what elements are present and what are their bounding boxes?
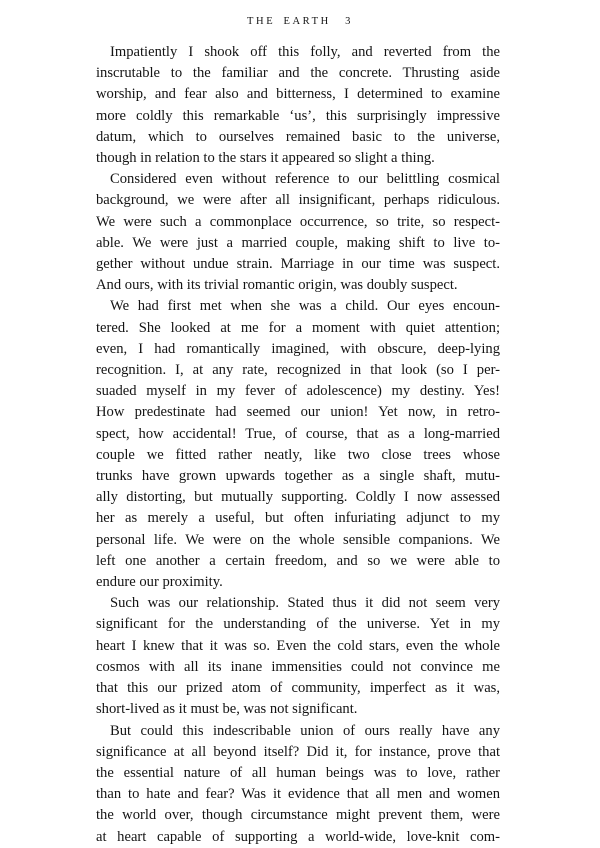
text-line: But could this indescribable union of ours really have any [110,722,500,739]
text-line: background, we were after all insignificant, perhaps ridiculous. [96,192,500,209]
text-line: gether without undue strain. Marriage in our time was suspect. [96,256,500,273]
text-line: Considered even without reference to our belittling cosmical [110,171,500,188]
text-line: worship, and fear also and bitterness, I determined to examine [96,86,500,103]
text-line: How predestinate had seemed our union! Yet now, in retro- [96,404,500,421]
text-line: her as merely a useful, but often infuriating adjunct to my [96,510,500,527]
text-line: able. We were just a married couple, making shift to live to- [96,234,500,251]
text-line: the world over, though circumstance might prevent them, were [96,807,500,824]
text-line: tered. She looked at me for a moment with quiet attention; [96,319,500,336]
text-line: Such was our relationship. Stated thus it did not seem very [110,595,500,612]
running-head-title: THE EARTH [247,16,331,27]
text-line: personal life. We were on the whole sensible companions. We [96,531,500,548]
paragraph [96,169,500,296]
paragraph [96,593,500,720]
text-line: And ours, with its trivial romantic origin, was doubly suspect. [96,277,458,294]
text-line: We were such a commonplace occurrence, so trite, so respect- [96,213,500,230]
text-line: significance at all beyond itself? Did it, for instance, prove that [96,743,500,760]
text-line: couple we fitted rather neatly, like two close trees whose [96,446,500,463]
text-line: trunks have grown upwards together as a single shaft, mutu- [96,468,500,485]
running-head [0,15,600,29]
text-line: that this our prized atom of community, imperfect as it was, [96,680,500,697]
text-line: suaded myself in my fever of adolescence) my destiny. Yes! [96,383,500,400]
paragraph [96,296,500,593]
text-line: more coldly this remarkable ‘us’, this surprisingly impressive [96,107,500,124]
text-line: even, I had romantically imagined, with obscure, deep-lying [96,340,500,357]
paragraph [96,721,500,848]
text-line: heart I knew that it was so. Even the cold stars, even the whole [96,637,500,654]
page-number: 3 [345,16,353,27]
text-line: though in relation to the stars it appeared so slight a thing. [96,150,435,167]
text-line: endure our proximity. [96,574,223,591]
text-line: left one another a certain freedom, and so we were able to [96,552,500,569]
text-line: short-lived as it must be, was not significant. [96,701,358,718]
paragraph [96,42,500,169]
text-line: spect, how accidental! True, of course, that as a long-married [96,425,500,442]
text-line: datum, which to ourselves remained basic to the universe, [96,128,500,145]
text-line: at heart capable of supporting a world-wide, love-knit com- [96,828,500,845]
text-line: Impatiently I shook off this folly, and reverted from the [110,44,500,60]
text-line: inscrutable to the familiar and the concrete. Thrusting aside [96,65,500,82]
text-line: recognition. I, at any rate, recognized in that look (so I per- [96,362,500,379]
text-line: than to hate and fear? Was it evidence that all men and women [96,786,500,803]
text-line: significant for the understanding of the universe. Yet in my [96,616,500,633]
text-line: We had first met when she was a child. Our eyes encoun- [110,298,500,315]
text-line: the essential nature of all human beings was to love, rather [96,764,500,781]
text-line: ally distorting, but mutually supporting. Coldly I now assessed [96,489,500,506]
text-line: cosmos with all its inane immensities could not convince me [96,658,500,675]
body-text [96,42,500,848]
